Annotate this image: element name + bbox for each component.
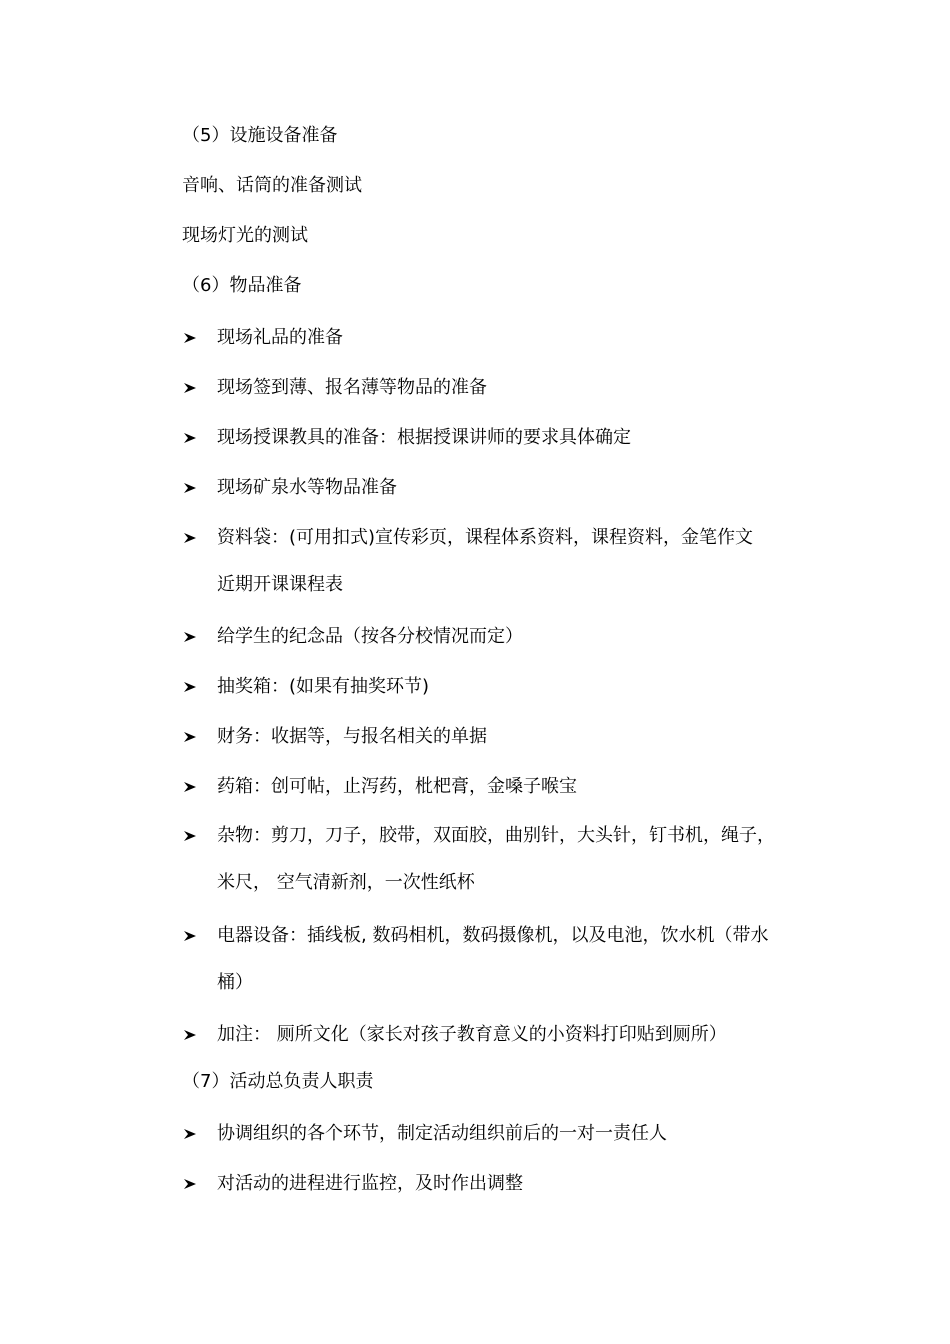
list-item-text: 给学生的纪念品（按各分校情况而定）	[217, 626, 523, 647]
list-item-line: 近期开课课程表	[217, 574, 343, 595]
arrowhead-bullet-icon	[182, 476, 202, 500]
list-item-line: 米尺， 空气清新剂，一次性纸杯	[217, 872, 475, 893]
section-5-heading: （5）设施设备准备	[182, 125, 338, 146]
list-item-text: 抽奖箱：(如果有抽奖环节)	[217, 676, 430, 697]
arrowhead-bullet-icon	[182, 775, 202, 799]
list-item-line: 桶）	[217, 972, 253, 993]
arrowhead-bullet-icon	[182, 1172, 202, 1196]
arrowhead-bullet-icon	[182, 924, 202, 948]
list-item-line: 杂物：剪刀，刀子，胶带，双面胶，曲别针，大头针，钉书机，绳子，	[217, 825, 775, 846]
list-item-text	[217, 924, 822, 995]
list-item-text: 加注： 厕所文化（家长对孩子教育意义的小资料打印贴到厕所）	[217, 1024, 727, 1045]
arrowhead-bullet-icon	[182, 326, 202, 350]
arrowhead-bullet-icon	[182, 526, 202, 550]
arrowhead-bullet-icon	[182, 376, 202, 400]
arrowhead-bullet-icon	[182, 625, 202, 649]
list-item-text	[217, 526, 822, 597]
arrowhead-bullet-icon	[182, 824, 202, 848]
arrowhead-bullet-icon	[182, 675, 202, 699]
list-item-text: 药箱：创可帖，止泻药，枇杷膏，金嗓子喉宝	[217, 776, 577, 797]
list-item-text: 对活动的进程进行监控，及时作出调整	[217, 1173, 523, 1194]
list-item-text: 现场矿泉水等物品准备	[217, 477, 397, 498]
arrowhead-bullet-icon	[182, 725, 202, 749]
arrowhead-bullet-icon	[182, 1122, 202, 1146]
section-6-heading: （6）物品准备	[182, 275, 302, 296]
list-item-text: 现场授课教具的准备：根据授课讲师的要求具体确定	[217, 427, 631, 448]
section-5-line-lighting: 现场灯光的测试	[182, 225, 308, 246]
arrowhead-bullet-icon	[182, 426, 202, 450]
list-item-line: 电器设备：插线板, 数码相机，数码摄像机，以及电池，饮水机（带水	[217, 925, 769, 946]
list-item-text: 财务：收据等，与报名相关的单据	[217, 726, 487, 747]
list-item-line: 资料袋：(可用扣式)宣传彩页，课程体系资料，课程资料，金笔作文	[217, 527, 754, 548]
list-item-text: 现场礼品的准备	[217, 327, 343, 348]
arrowhead-bullet-icon	[182, 1023, 202, 1047]
section-5-line-audio: 音响、话筒的准备测试	[182, 175, 362, 196]
list-item-text	[217, 824, 822, 895]
list-item-text: 现场签到薄、报名薄等物品的准备	[217, 377, 487, 398]
list-item-text: 协调组织的各个环节，制定活动组织前后的一对一责任人	[217, 1123, 667, 1144]
section-7-heading: （7）活动总负责人职责	[182, 1071, 374, 1092]
